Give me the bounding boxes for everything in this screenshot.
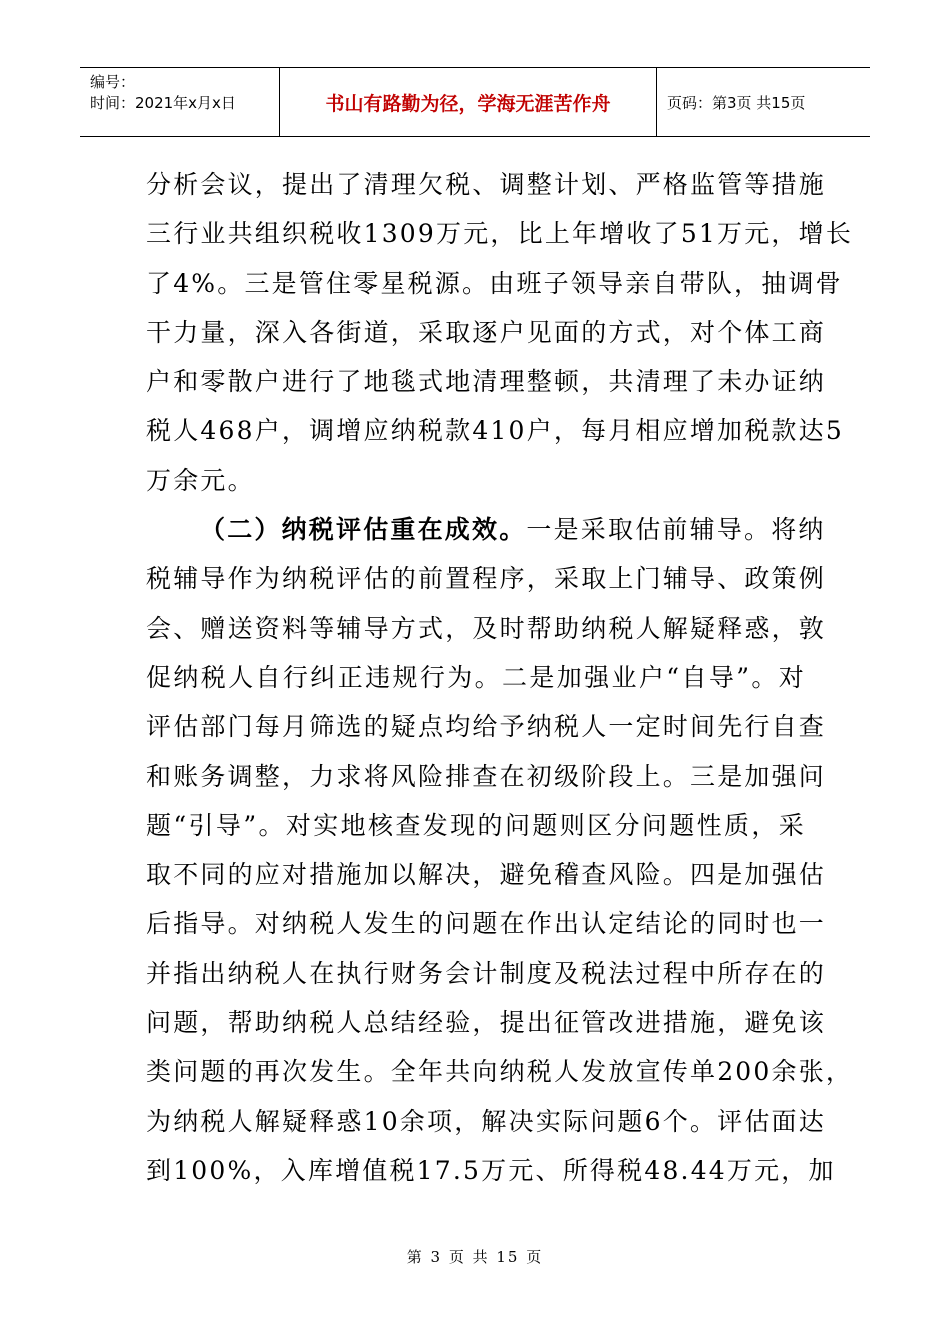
header-page-info: 页码：第3页 共15页 bbox=[667, 93, 806, 112]
body-line: 三行业共组织税收1309万元，比上年增收了51万元，增长 bbox=[146, 219, 854, 249]
page-footer: 第 3 页 共 15 页 bbox=[406, 1248, 544, 1266]
body-line: 后指导。对纳税人发生的问题在作出认定结论的同时也一 bbox=[146, 909, 827, 939]
body-line: 并指出纳税人在执行财务会计制度及税法过程中所存在的 bbox=[146, 958, 827, 988]
time-label: 时间：2021年x月x日 bbox=[90, 94, 236, 112]
body-line: 分析会议，提出了清理欠税、调整计划、严格监管等措施 bbox=[146, 170, 827, 199]
body-line: 到100%，入库增值税17.5万元、所得税48.44万元，加 bbox=[146, 1155, 836, 1185]
body-line: 会、赠送资料等辅导方式，及时帮助纳税人解疑释惑，敦 bbox=[146, 613, 827, 643]
header-meta bbox=[80, 68, 280, 136]
body-line: 为纳税人解疑释惑10余项，解决实际问题6个。评估面达 bbox=[146, 1106, 826, 1136]
document-body bbox=[146, 160, 854, 1195]
body-line: 促纳税人自行纠正违规行为。二是加强业户“自导”。对 bbox=[146, 662, 806, 692]
body-line: 税人468户，调增应纳税款410户，每月相应增加税款达5 bbox=[146, 416, 844, 446]
body-line: 问题，帮助纳税人总结经验，提出征管改进措施，避免该 bbox=[146, 1008, 827, 1038]
body-line: 和账务调整，力求将风险排查在初级阶段上。三是加强问 bbox=[146, 761, 827, 791]
body-line: 类问题的再次发生。全年共向纳税人发放宣传单200余张， bbox=[146, 1057, 854, 1087]
body-line: 干力量，深入各街道，采取逐户见面的方式，对个体工商 bbox=[146, 317, 827, 347]
body-line: 万余元。 bbox=[146, 465, 255, 495]
page-header bbox=[80, 67, 870, 137]
header-motto: 书山有路勤为径，学海无涯苦作舟 bbox=[280, 68, 657, 136]
body-line: 税辅导作为纳税评估的前置程序，采取上门辅导、政策例 bbox=[146, 564, 827, 594]
number-label: 编号： bbox=[90, 73, 136, 91]
body-line: 取不同的应对措施加以解决，避免稽查风险。四是加强估 bbox=[146, 860, 827, 890]
body-line: 户和零散户进行了地毯式地清理整顿，共清理了未办证纳 bbox=[146, 367, 827, 397]
body-line: 了4%。三是管住零星税源。由班子领导亲自带队，抽调骨 bbox=[146, 268, 843, 298]
section-heading: （二）纳税评估重在成效。 bbox=[200, 515, 527, 545]
section-first-text: 一是采取估前辅导。将纳 bbox=[526, 515, 826, 545]
body-line: 评估部门每月筛选的疑点均给予纳税人一定时间先行自查 bbox=[146, 712, 827, 742]
body-line: 题“引导”。对实地核查发现的问题则区分问题性质，采 bbox=[146, 810, 806, 840]
section-heading-line bbox=[146, 505, 826, 554]
